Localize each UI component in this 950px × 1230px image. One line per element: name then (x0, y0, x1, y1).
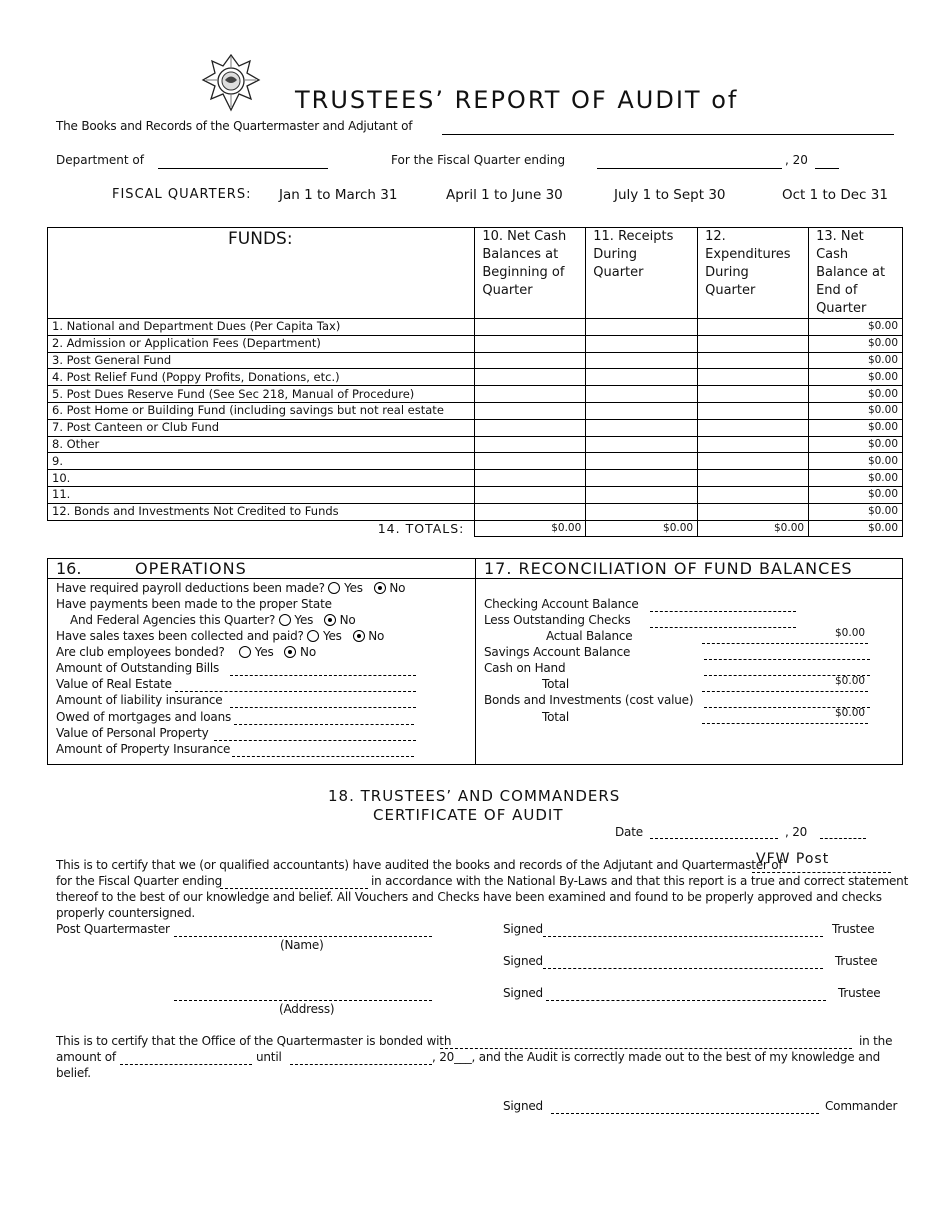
fund-cell[interactable] (586, 319, 698, 336)
trustee-signature-2[interactable] (543, 968, 823, 969)
payments-no-radio[interactable] (324, 614, 336, 626)
cert-para2-line2b: until (256, 1050, 282, 1064)
fund-end-value: $0.00 (809, 503, 903, 520)
operations-number: 16. (56, 559, 82, 578)
q-payroll-label: Have required payroll deductions been made? (56, 581, 325, 595)
post-number-field[interactable] (752, 872, 891, 873)
section-divider (475, 558, 476, 765)
fund-cell[interactable] (475, 419, 586, 436)
q-sales-label: Have sales taxes been collected and paid? (56, 629, 304, 643)
fund-label: 11. (48, 486, 475, 503)
fund-label: 6. Post Home or Building Fund (including savings but not real estate (48, 402, 475, 419)
operations-heading: OPERATIONS (135, 559, 247, 578)
col-expenditures-header: 12. Expenditures During Quarter (698, 228, 809, 319)
fiscal-quarter-label: For the Fiscal Quarter ending (391, 153, 566, 167)
fund-label: 2. Admission or Application Fees (Department) (48, 335, 475, 352)
real-estate-field[interactable] (175, 691, 416, 692)
payments-yes-radio[interactable] (279, 614, 291, 626)
fund-end-value: $0.00 (809, 319, 903, 336)
signed-label-1: Signed (503, 922, 543, 936)
fund-cell[interactable] (698, 436, 809, 453)
q-payroll (56, 581, 405, 595)
liability-insurance-label: Amount of liability insurance (56, 693, 223, 707)
year-prefix: , 20 (785, 153, 808, 167)
signed-label-2: Signed (503, 954, 543, 968)
fund-cell[interactable] (586, 335, 698, 352)
trustee-label-3: Trustee (838, 986, 881, 1000)
total1-label: Total (542, 677, 570, 691)
cert-para1-line2b: in accordance with the National By-Laws and that this report is a true and correct statement (371, 874, 909, 888)
quarter-1: Jan 1 to March 31 (279, 187, 398, 203)
fund-cell[interactable] (698, 453, 809, 470)
bond-amount-field[interactable] (120, 1064, 252, 1065)
signed-label-3: Signed (503, 986, 543, 1000)
table-row (48, 486, 903, 503)
fund-cell[interactable] (475, 352, 586, 369)
total1-field[interactable] (702, 691, 868, 692)
fund-end-value: $0.00 (809, 386, 903, 403)
qm-name-field[interactable] (174, 936, 432, 937)
cert-para1-line2a: for the Fiscal Quarter ending (56, 874, 223, 888)
liability-insurance-field[interactable] (230, 707, 416, 708)
actual-balance-label: Actual Balance (546, 629, 633, 643)
certificate-heading-2: CERTIFICATE OF AUDIT (373, 806, 564, 824)
savings-label: Savings Account Balance (484, 645, 631, 659)
fund-end-value: $0.00 (809, 486, 903, 503)
payments-no-label: No (339, 613, 356, 627)
fund-cell[interactable] (698, 402, 809, 419)
fund-cell[interactable] (698, 470, 809, 487)
fund-cell[interactable] (698, 335, 809, 352)
bond-until-field[interactable] (290, 1064, 432, 1065)
funds-header: FUNDS: (48, 228, 475, 319)
fund-label: 5. Post Dues Reserve Fund (See Sec 218, Manual of Procedure) (48, 386, 475, 403)
savings-field[interactable] (704, 659, 870, 660)
table-row (48, 335, 903, 352)
fund-cell[interactable] (698, 369, 809, 386)
mortgages-field[interactable] (234, 724, 414, 725)
fund-cell[interactable] (698, 319, 809, 336)
fund-end-value: $0.00 (809, 352, 903, 369)
fund-end-value: $0.00 (809, 436, 903, 453)
cert-para2-line1a: This is to certify that the Office of the Quartermaster is bonded with (56, 1034, 452, 1048)
quarter-4: Oct 1 to Dec 31 (782, 187, 888, 203)
checking-label: Checking Account Balance (484, 597, 639, 611)
department-field[interactable] (158, 168, 328, 169)
q-payments-2-label: And Federal Agencies this Quarter? (70, 613, 276, 627)
mortgages-label: Owed of mortgages and loans (56, 710, 232, 724)
fund-cell[interactable] (586, 352, 698, 369)
cert-para2-line2a: amount of (56, 1050, 116, 1064)
post-name-field[interactable] (442, 134, 894, 135)
total2-field[interactable] (702, 723, 868, 724)
fund-cell[interactable] (586, 503, 698, 520)
q-sales (56, 629, 384, 643)
sales-yes-radio[interactable] (307, 630, 319, 642)
fund-cell[interactable] (698, 386, 809, 403)
fund-label: 9. (48, 453, 475, 470)
commander-label: Commander (825, 1099, 898, 1113)
totals-label: 14. TOTALS: (48, 520, 475, 537)
table-row (48, 352, 903, 369)
fiscal-quarter-field[interactable] (597, 168, 782, 169)
table-row (48, 402, 903, 419)
q-bonded-label: Are club employees bonded? (56, 645, 225, 659)
total-end: $0.00 (809, 520, 903, 537)
fund-label: 7. Post Canteen or Club Fund (48, 419, 475, 436)
fiscal-quarters-label: FISCAL QUARTERS: (112, 187, 252, 202)
total-beginning: $0.00 (475, 520, 586, 537)
table-row (48, 319, 903, 336)
fund-cell[interactable] (586, 369, 698, 386)
fund-cell[interactable] (698, 419, 809, 436)
fund-cell[interactable] (586, 386, 698, 403)
cert-para1-line4: properly countersigned. (56, 906, 196, 920)
post-qm-label: Post Quartermaster (56, 922, 170, 936)
fund-cell[interactable] (475, 335, 586, 352)
table-row (48, 436, 903, 453)
date-year-field[interactable] (820, 838, 866, 839)
sales-no-label: No (368, 629, 385, 643)
section-header-rule (47, 578, 903, 579)
fund-cell[interactable] (475, 436, 586, 453)
total-expenditures: $0.00 (698, 520, 809, 537)
fund-label: 8. Other (48, 436, 475, 453)
books-records-label: The Books and Records of the Quartermaster and Adjutant of (56, 119, 413, 133)
total-receipts: $0.00 (586, 520, 698, 537)
q-payments-2 (70, 613, 356, 627)
fund-label: 12. Bonds and Investments Not Credited to Funds (48, 503, 475, 520)
outstanding-checks-label: Less Outstanding Checks (484, 613, 631, 627)
year-field[interactable] (815, 168, 839, 169)
personal-property-field[interactable] (214, 740, 416, 741)
payroll-yes-label: Yes (344, 581, 363, 595)
fund-cell[interactable] (475, 486, 586, 503)
page-title: TRUSTEES’ REPORT OF AUDIT of (295, 86, 739, 114)
address-caption: (Address) (279, 1002, 335, 1016)
bonds-label: Bonds and Investments (cost value) (484, 693, 694, 707)
trustee-label-1: Trustee (832, 922, 875, 936)
certificate-heading-1: 18. TRUSTEES’ AND COMMANDERS (328, 787, 621, 805)
vfw-emblem-logo (200, 53, 262, 113)
fund-label: 10. (48, 470, 475, 487)
fund-cell[interactable] (475, 402, 586, 419)
outstanding-bills-field[interactable] (230, 675, 416, 676)
fund-cell[interactable] (698, 486, 809, 503)
cert-para1-line1: This is to certify that we (or qualified accountants) have audited the books and records of the Adjutant and Quartermaster of (56, 858, 783, 872)
cert-quarter-field[interactable] (220, 888, 368, 889)
fund-cell[interactable] (475, 319, 586, 336)
checking-field[interactable] (650, 611, 796, 612)
signed-label-commander: Signed (503, 1099, 543, 1113)
bonded-no-label: No (300, 645, 316, 659)
payroll-no-radio[interactable] (374, 582, 386, 594)
table-row (48, 369, 903, 386)
fund-end-value: $0.00 (809, 419, 903, 436)
bonded-no-radio[interactable] (284, 646, 296, 658)
bonded-yes-radio[interactable] (239, 646, 251, 658)
quarter-3: July 1 to Sept 30 (614, 187, 726, 203)
fund-cell[interactable] (698, 503, 809, 520)
fund-end-value: $0.00 (809, 402, 903, 419)
property-insurance-label: Amount of Property Insurance (56, 742, 231, 756)
bonded-yes-label: Yes (254, 645, 274, 659)
fund-cell[interactable] (475, 386, 586, 403)
date-field[interactable] (650, 838, 778, 839)
commander-signature[interactable] (551, 1113, 819, 1114)
cert-para2-line2c: , 20___, and the Audit is correctly made out to the best of my knowledge and (432, 1050, 881, 1064)
fund-cell[interactable] (586, 402, 698, 419)
cert-para1-line3: thereof to the best of our knowledge and belief. All Vouchers and Checks have been examined and found to be properly approved and checks (56, 890, 882, 904)
name-caption: (Name) (280, 938, 324, 952)
fund-end-value: $0.00 (809, 470, 903, 487)
fund-cell[interactable] (586, 486, 698, 503)
outstanding-checks-field[interactable] (650, 627, 796, 628)
qm-address-field[interactable] (174, 1000, 432, 1001)
real-estate-label: Value of Real Estate (56, 677, 172, 691)
cert-para2-line1b: in the (859, 1034, 893, 1048)
actual-balance-value: $0.00 (835, 627, 866, 639)
total1-value: $0.00 (835, 675, 866, 687)
totals-row (48, 520, 903, 537)
table-row (48, 503, 903, 520)
fund-end-value: $0.00 (809, 453, 903, 470)
table-row (48, 470, 903, 487)
payroll-no-label: No (389, 581, 406, 595)
q-payments-1: Have payments been made to the proper State (56, 597, 332, 611)
fund-cell[interactable] (586, 419, 698, 436)
funds-table (47, 227, 903, 537)
payroll-yes-radio[interactable] (328, 582, 340, 594)
date-suffix: , 20 (785, 825, 808, 839)
quarter-2: April 1 to June 30 (446, 187, 563, 203)
fund-cell[interactable] (586, 436, 698, 453)
cash-on-hand-label: Cash on Hand (484, 661, 566, 675)
property-insurance-field[interactable] (232, 756, 414, 757)
table-row (48, 419, 903, 436)
col-receipts-header: 11. Receipts During Quarter (586, 228, 698, 319)
department-label: Department of (56, 153, 144, 167)
table-row (48, 453, 903, 470)
fund-label: 1. National and Department Dues (Per Capita Tax) (48, 319, 475, 336)
outstanding-bills-label: Amount of Outstanding Bills (56, 661, 220, 675)
cert-para2-line3: belief. (56, 1066, 91, 1080)
fund-cell[interactable] (586, 453, 698, 470)
trustee-label-2: Trustee (835, 954, 878, 968)
sales-no-radio[interactable] (353, 630, 365, 642)
fund-cell[interactable] (475, 503, 586, 520)
fund-label: 3. Post General Fund (48, 352, 475, 369)
vfw-post-value: VFW Post (756, 851, 830, 867)
fund-end-value: $0.00 (809, 335, 903, 352)
reconciliation-heading: 17. RECONCILIATION OF FUND BALANCES (484, 559, 853, 578)
personal-property-label: Value of Personal Property (56, 726, 209, 740)
actual-balance-field[interactable] (702, 643, 868, 644)
total2-value: $0.00 (835, 707, 866, 719)
q-bonded (56, 645, 316, 659)
fund-cell[interactable] (698, 352, 809, 369)
table-row (48, 386, 903, 403)
fund-label: 4. Post Relief Fund (Poppy Profits, Donations, etc.) (48, 369, 475, 386)
total2-label: Total (542, 710, 570, 724)
bonded-with-field[interactable] (440, 1048, 852, 1049)
fund-cell[interactable] (475, 470, 586, 487)
date-label: Date (615, 825, 643, 839)
fund-cell[interactable] (475, 369, 586, 386)
col-net-beginning-header: 10. Net Cash Balances at Beginning of Quarter (475, 228, 586, 319)
trustee-signature-1[interactable] (543, 936, 823, 937)
payments-yes-label: Yes (294, 613, 314, 627)
trustee-signature-3[interactable] (546, 1000, 826, 1001)
sales-yes-label: Yes (322, 629, 342, 643)
col-net-end-header: 13. Net Cash Balance at End of Quarter (809, 228, 903, 319)
fund-cell[interactable] (586, 470, 698, 487)
fund-end-value: $0.00 (809, 369, 903, 386)
fund-cell[interactable] (475, 453, 586, 470)
